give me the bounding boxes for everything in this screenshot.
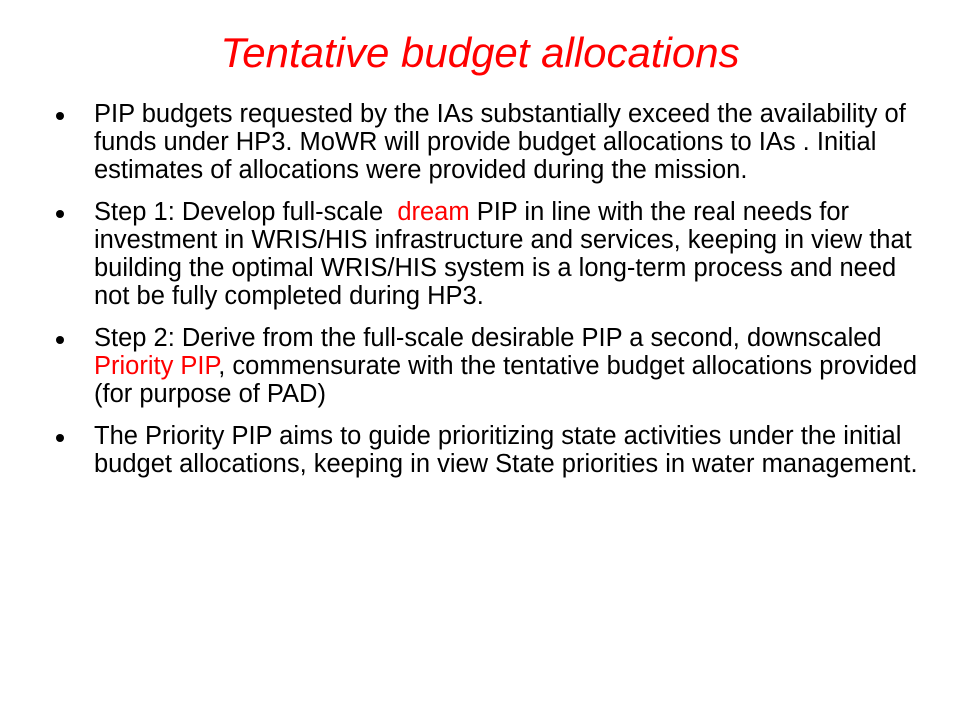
bullet-text: The Priority PIP aims to guide prioritizing state activities under the initial budget allocations, keeping in view State priorities in water management. [94, 422, 918, 478]
slide-title: Tentative budget allocations [220, 29, 740, 76]
bullet-text: PIP budgets requested by the IAs substantially exceed the availability of funds under HP3. MoWR will provide budget allocations to IAs . Initial estimates of allocations were provided during the mission. [94, 100, 906, 184]
bullet-dot-icon [56, 434, 64, 442]
bullet-text-before: Step 1: Develop full-scale [94, 198, 398, 226]
bullet-item-step-2 [56, 324, 926, 408]
bullet-item-budgets [56, 100, 926, 184]
bullet-item-step-1 [56, 198, 926, 310]
highlight-dream: dream [397, 198, 470, 226]
bullet-text-before: Step 2: Derive from the full-scale desirable PIP a second, downscaled [94, 324, 882, 352]
bullet-list [56, 100, 926, 492]
bullet-item-priority-pip [56, 422, 926, 478]
bullet-text-after: PIP in line with the real needs for investment in WRIS/HIS infrastructure and services, keeping in view that building the optimal WRIS/HIS system is a long-term process and need not be fully completed during HP3. [94, 198, 912, 310]
highlight-priority-pip: Priority PIP [94, 352, 219, 380]
bullet-text-after: , commensurate with the tentative budget allocations provided (for purpose of PAD) [94, 352, 918, 408]
bullet-dot-icon [56, 112, 64, 120]
bullet-dot-icon [56, 336, 64, 344]
bullet-dot-icon [56, 210, 64, 218]
